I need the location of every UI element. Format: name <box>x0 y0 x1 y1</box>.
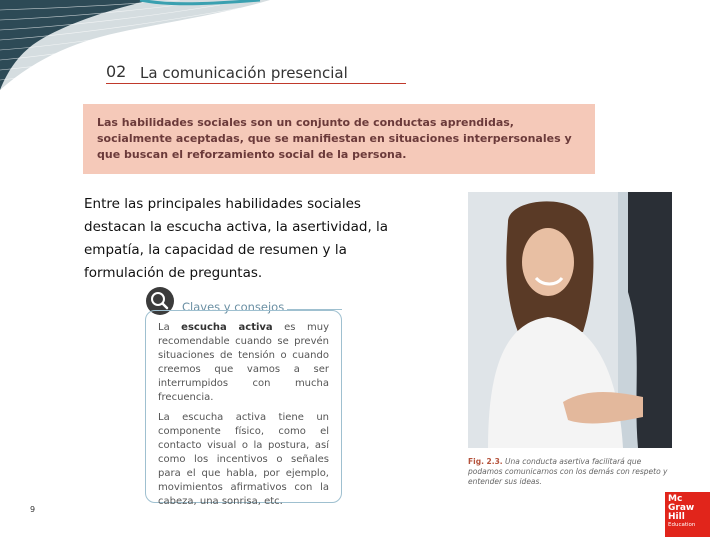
definition-text: Las habilidades sociales son un conjunto de conductas aprendidas, socialmente aceptadas, que se manifiestan en situaciones interpersonales y que buscan el reforzamiento social de la persona. <box>97 116 572 161</box>
figure-caption <box>468 457 678 487</box>
tips-paragraph-1 <box>158 321 329 405</box>
tips-p1-rest: es muy recomendable cuando se prevén situaciones de tensión o cuando creemos que vamos a ser interrumpidos con mucha frecuencia. <box>158 322 329 403</box>
publisher-logo <box>665 492 710 537</box>
figure-caption-text: Una conducta asertiva facilitará que podamos comunicarnos con los demás con respeto y entender sus ideas. <box>468 457 668 486</box>
tips-p1-prefix: La <box>158 322 182 333</box>
tips-paragraph-2: La escucha activa tiene un componente físico, como el contacto visual o la postura, así como los incentivos o señales para el que habla, por ejemplo, movimientos afirmativos con la cabeza, una sonrisa, etc. <box>158 412 329 507</box>
title-underline <box>106 83 406 84</box>
body-paragraph: Entre las principales habilidades sociales destacan la escucha activa, la asertividad, la empatía, la capacidad de resumen y la formulación de preguntas. <box>84 196 389 281</box>
tips-title: Claves y consejos <box>182 300 285 314</box>
chapter-number: 02 <box>106 62 127 81</box>
tips-box <box>145 310 342 507</box>
page-number: 9 <box>30 505 36 514</box>
logo-line-1: Mc <box>668 494 683 504</box>
logo-line-4: Education <box>668 522 696 528</box>
logo-line-2: Graw <box>668 503 695 513</box>
logo-line-3: Hill <box>668 512 685 522</box>
definition-box <box>83 104 595 174</box>
tips-p1-bold: escucha activa <box>181 322 273 333</box>
figure-label: Fig. 2.3. <box>468 457 503 466</box>
chapter-title: La comunicación presencial <box>140 64 348 82</box>
handshake-photo <box>468 192 672 448</box>
